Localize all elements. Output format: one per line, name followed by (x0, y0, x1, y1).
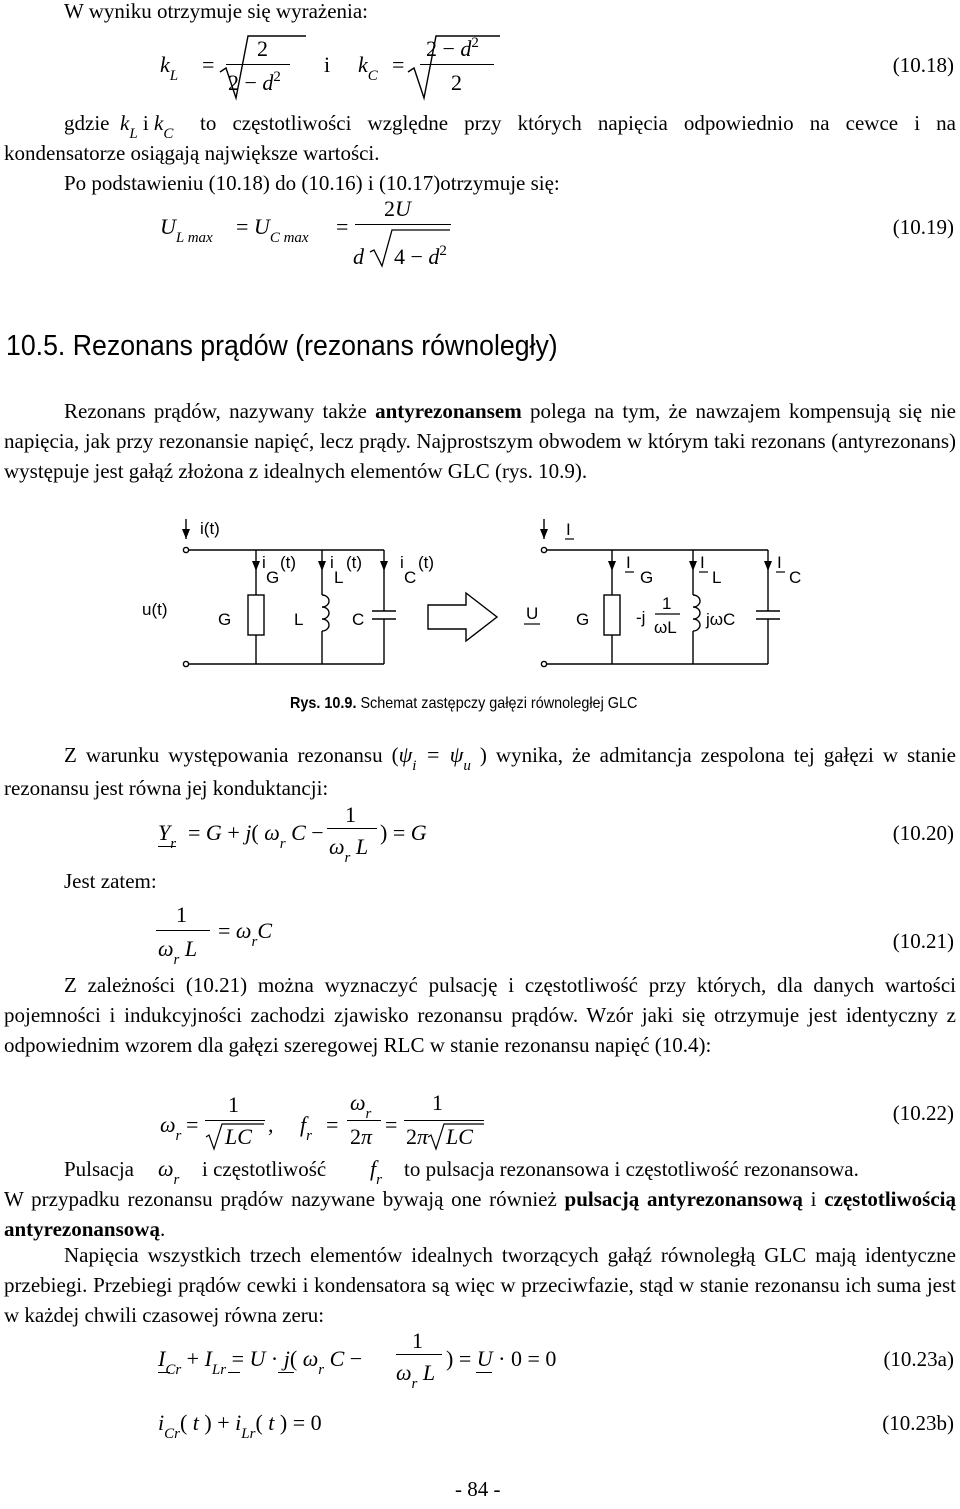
label-minus-j: -j (636, 608, 646, 627)
label-I: I (566, 520, 571, 539)
label-one: 1 (662, 594, 672, 613)
label-ic-sub: C (404, 568, 417, 587)
subst-line: Po podstawieniu (10.18) do (10.16) i (10.17)otrzymuje się: (64, 171, 560, 195)
czestotliwosc-label: i częstotliwość (202, 1157, 327, 1181)
label-l: L (294, 610, 304, 629)
figure-caption: Rys. 10.9. Schemat zastępczy gałęzi równoległej GLC (290, 695, 638, 712)
circuit-figure (0, 505, 960, 680)
section-paragraph: Rezonans prądów, nazywany także antyrezonansem polega na tym, że nawzajem kompensują się nie napięcia, jak przy rezonansie napięć, lecz prądy. Najprostszym obwodem w którym taki rezonans (antyrezonans) występuje jest gałąź złożona z idealnych elementów GLC (rys. 10.9). (4, 399, 956, 483)
page-number: - 84 - (455, 1477, 501, 1501)
label-Il: I (700, 553, 705, 572)
label-ic: i (400, 553, 404, 572)
eq-number: (10.19) (892, 215, 954, 239)
eq-number: (10.23a) (883, 1347, 954, 1371)
label-t: (t) (280, 553, 297, 572)
label-Ig-sub: G (640, 568, 654, 587)
antyrezonans-paragraph: W przypadku rezonansu prądów nazywane bywają one również pulsacją antyrezonansową i częstotliwością antyrezonansową. (4, 1187, 956, 1241)
pulsacja-rest: to pulsacja rezonansowa i częstotliwość rezonansowa. (404, 1157, 859, 1181)
label-il-sub: L (334, 568, 344, 587)
gdzie-rest: to częstotliwości względne przy których napięcia odpowiednio na cewce i na kondensatorze osiągają największe wartości. (4, 111, 956, 165)
section-heading: 10.5. Rezonans prądów (rezonans równoległy) (6, 330, 558, 362)
label-ig: i (262, 553, 266, 572)
label-jomega-c: jωC (706, 610, 736, 629)
resonance-condition-paragraph: Z warunku występowania rezonansu ($\psi_i = \psi_u$ ) wynika, że admitancja zespolona tej gałęzi w stanie rezonansu jest równa jej konduktancji: (4, 742, 956, 800)
jest-zatem: Jest zatem: (64, 869, 157, 893)
label-Ig: I (626, 553, 631, 572)
label-t: (t) (346, 553, 363, 572)
eq-number: (10.18) (892, 53, 954, 77)
label-c: C (352, 610, 365, 629)
label-t: (t) (418, 553, 435, 572)
eq-number: (10.23b) (882, 1411, 954, 1435)
eq-number: (10.21) (892, 929, 954, 953)
pulsacja-label: Pulsacja (64, 1157, 134, 1181)
label-G: G (576, 610, 590, 629)
eq-number: (10.20) (892, 821, 954, 845)
intro-line: W wyniku otrzymuje się wyrażenia: (64, 0, 369, 23)
label-Ic: I (777, 553, 782, 572)
label-Il-sub: L (712, 568, 722, 587)
label-U: U (526, 604, 539, 623)
voltages-paragraph: Napięcia wszystkich trzech elementów idealnych tworzących gałąź równoległą GLC mają identyczne przebiegi. Przebiegi prądów cewki i kondensatora są więc w przeciwfazie, stąd w stanie rezonansu ich suma jest w każdej chwili czasowej równa zeru: (4, 1243, 956, 1327)
dependency-paragraph: Z zależności (10.21) można wyznaczyć pulsację i częstotliwość przy których, dla danych wartości pojemności i indukcyjności zachodzi zjawisko rezonansu prądów. Wzór jaki się otrzymuje jest identyczny z odpowiednim wzorem dla gałęzi szeregowej RLC w stanie rezonansu napięć (10.4): (4, 973, 956, 1057)
label-il: i (330, 553, 334, 572)
label-ig-sub: G (266, 568, 280, 587)
eq-number: (10.22) (892, 1101, 954, 1125)
label-Ic-sub: C (789, 568, 802, 587)
label-it: i(t) (200, 519, 220, 538)
label-g: G (218, 610, 232, 629)
label-omega-l: ωL (654, 618, 677, 637)
label-ut: u(t) (142, 600, 168, 619)
gdzie-text: gdzie (64, 111, 110, 135)
